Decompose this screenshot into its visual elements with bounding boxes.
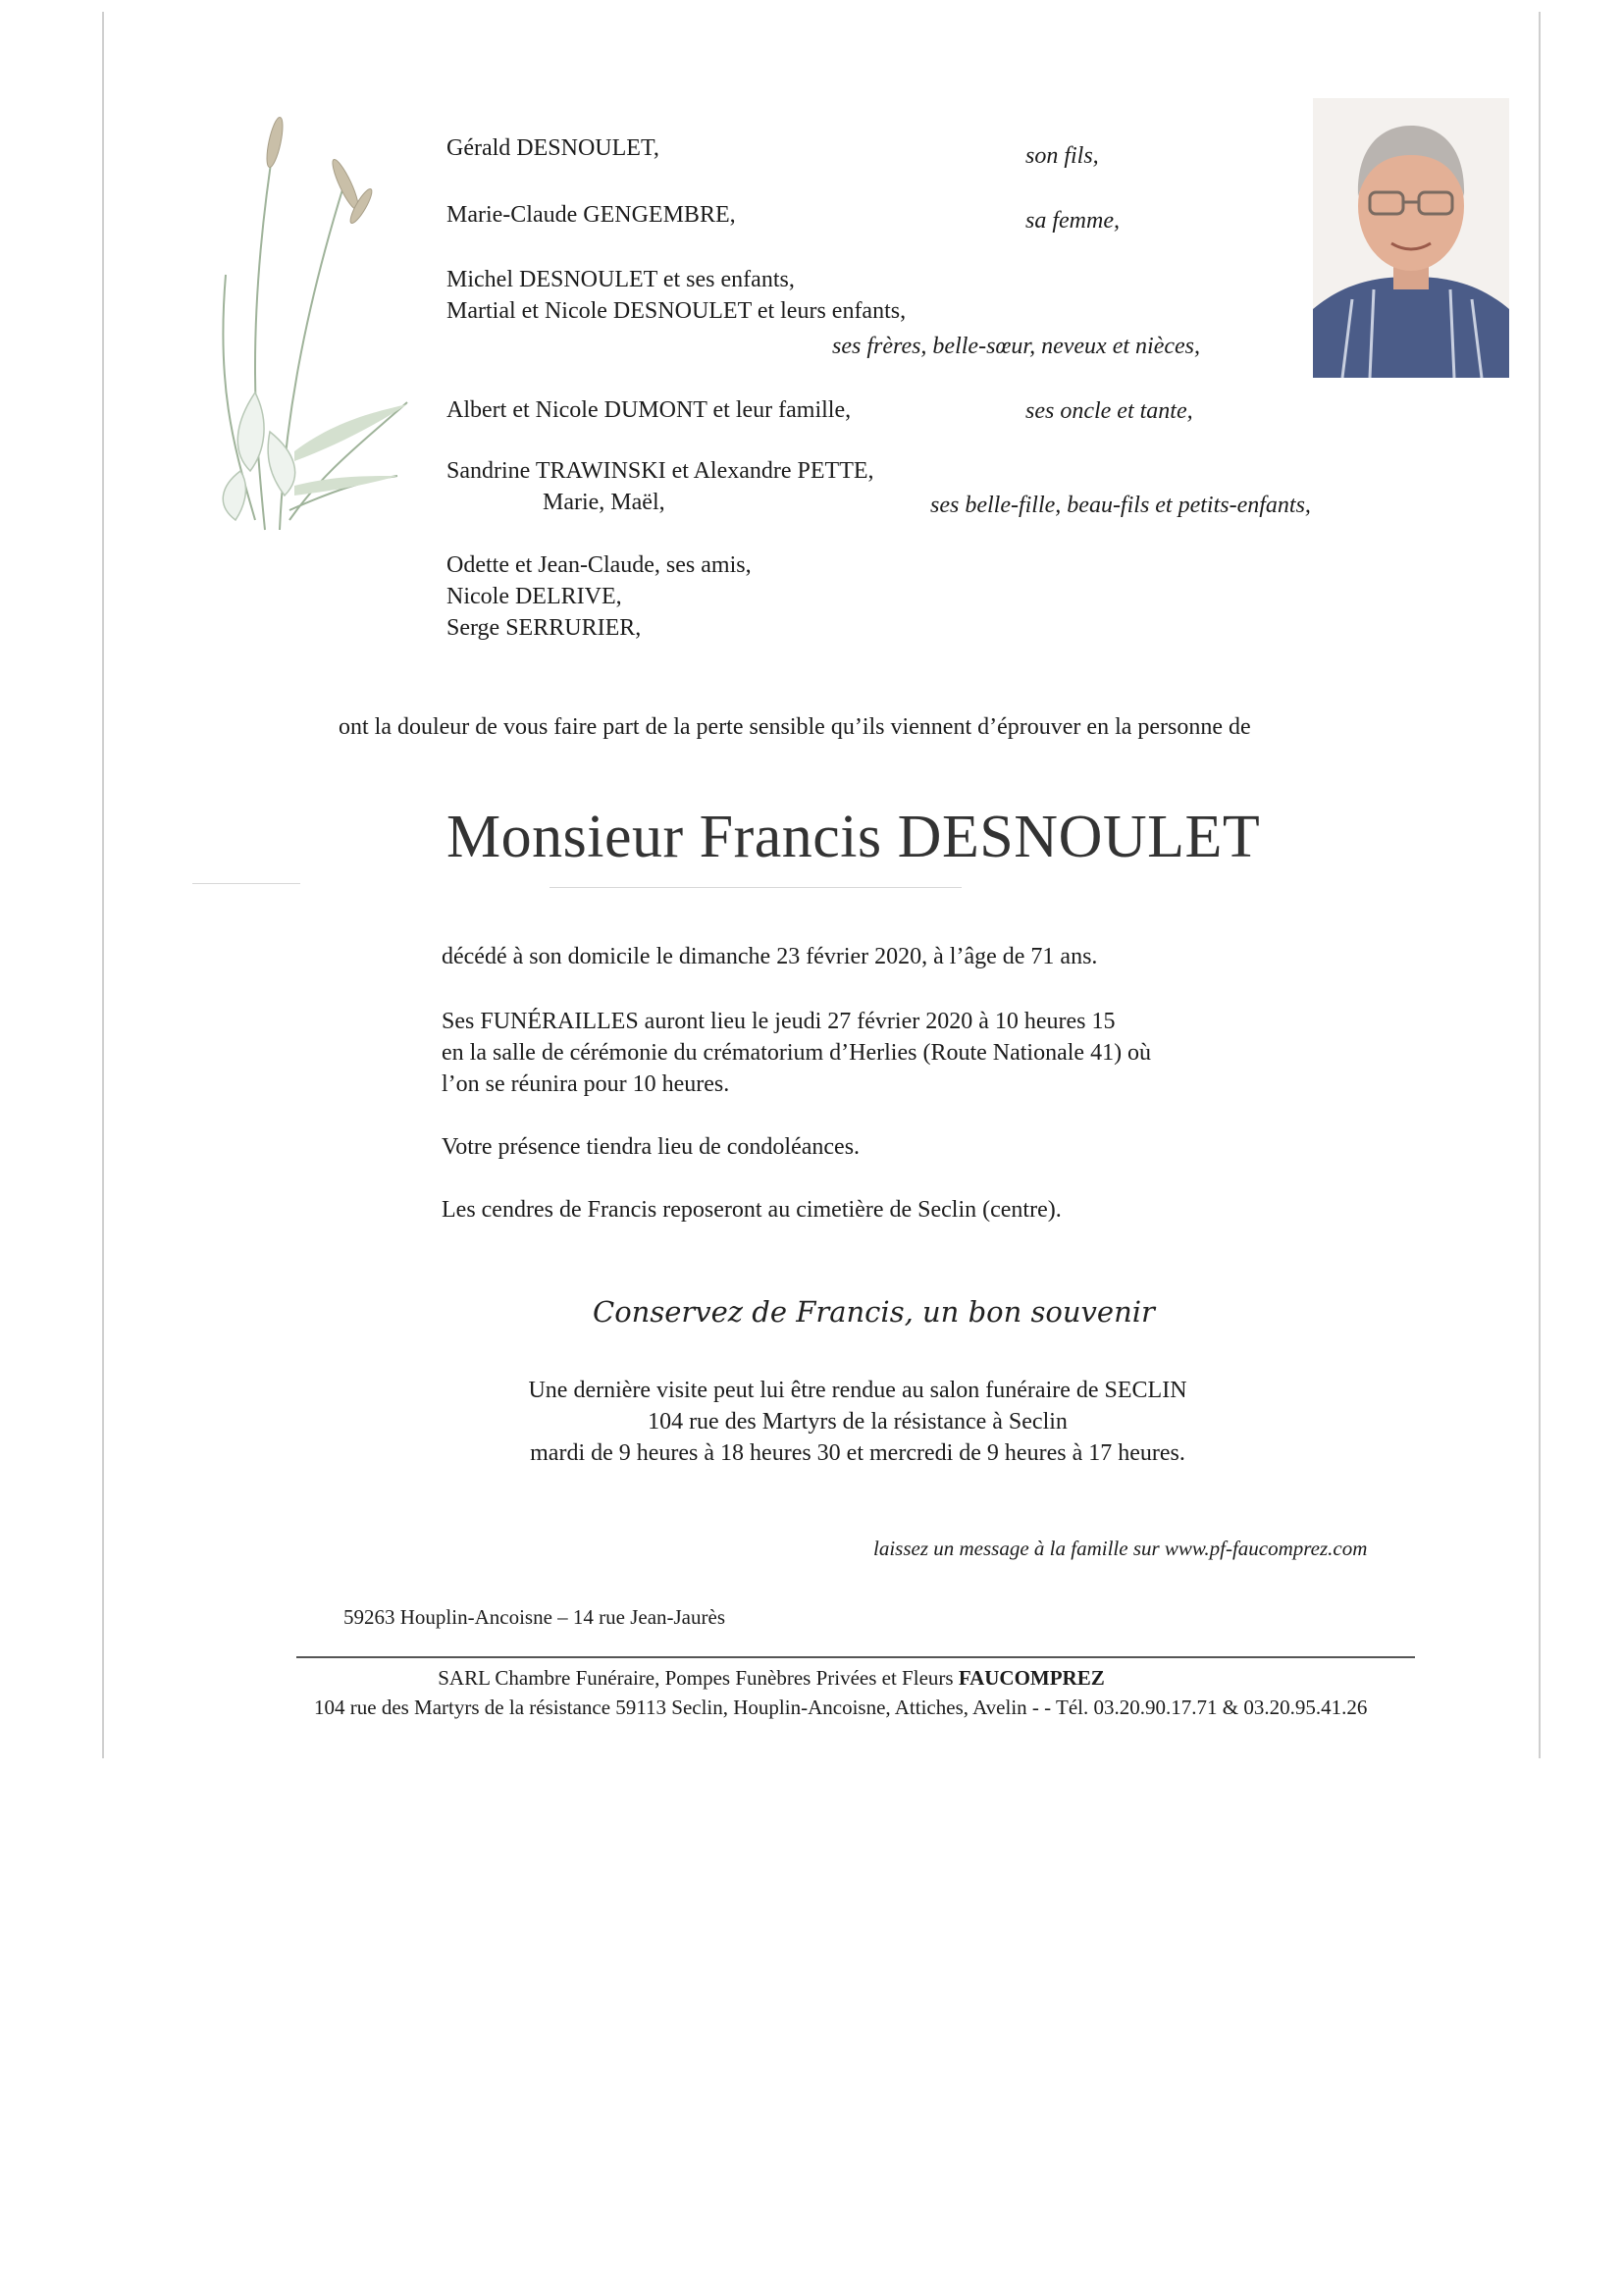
family-name: Serge SERRURIER, (446, 615, 642, 641)
company-prefix: SARL Chambre Funéraire, Pompes Funèbres Privées et Fleurs (438, 1666, 954, 1690)
family-relation: ses oncle et tante, (1025, 398, 1193, 424)
memory-text: Conservez de Francis, un bon souvenir (593, 1295, 1155, 1329)
family-name: Marie, Maël, (543, 490, 665, 515)
ashes-text: Les cendres de Francis reposeront au cimetière de Seclin (centre). (442, 1197, 1062, 1223)
footer-contact: 104 rue des Martyrs de la résistance 59113 Seclin, Houplin-Ancoisne, Attiches, Avelin - - Tél. 03.20.90.17.71 & 03.20.95.41.26 (314, 1696, 1368, 1719)
visit-text: 104 rue des Martyrs de la résistance à Seclin (648, 1409, 1068, 1435)
footer-company (0, 1666, 1543, 1691)
family-name: Michel DESNOULET et ses enfants, (446, 267, 795, 292)
family-relation: ses belle-fille, beau-fils et petits-enfants, (930, 493, 1311, 518)
family-name: Gérald DESNOULET, (446, 135, 659, 161)
family-name: Marie-Claude GENGEMBRE, (446, 202, 736, 228)
visit-text: mardi de 9 heures à 18 heures 30 et mercredi de 9 heures à 17 heures. (530, 1440, 1185, 1466)
funeral-text: en la salle de cérémonie du crématorium d’Herlies (Route Nationale 41) où (442, 1040, 1152, 1066)
family-name: Nicole DELRIVE, (446, 584, 622, 609)
portrait-photo (1313, 98, 1509, 378)
condolences-text: Votre présence tiendra lieu de condoléances. (442, 1134, 861, 1160)
visit-text: Une dernière visite peut lui être rendue au salon funéraire de SECLIN (528, 1378, 1187, 1403)
announcement-text: ont la douleur de vous faire part de la perte sensible qu’ils viennent d’éprouver en la personne de (339, 714, 1251, 740)
funeral-text: l’on se réunira pour 10 heures. (442, 1071, 730, 1097)
family-name: Albert et Nicole DUMONT et leur famille, (446, 397, 852, 423)
family-relation: ses frères, belle-sœur, neveux et nièces, (832, 334, 1200, 359)
right-margin-line (1539, 12, 1541, 1758)
address-text: 59263 Houplin-Ancoisne – 14 rue Jean-Jaurès (343, 1605, 725, 1629)
family-name: Sandrine TRAWINSKI et Alexandre PETTE, (446, 458, 874, 484)
deceased-name: Monsieur Francis DESNOULET (446, 804, 1261, 870)
family-relation: sa femme, (1025, 208, 1120, 234)
footer-divider (296, 1656, 1415, 1658)
death-text: décédé à son domicile le dimanche 23 février 2020, à l’âge de 71 ans. (442, 944, 1098, 969)
family-relation: son fils, (1025, 143, 1099, 169)
funeral-text: Ses FUNÉRAILLES auront lieu le jeudi 27 février 2020 à 10 heures 15 (442, 1009, 1116, 1034)
message-link-text: laissez un message à la famille sur www.pf-faucomprez.com (873, 1537, 1368, 1560)
family-name: Martial et Nicole DESNOULET et leurs enfants, (446, 298, 907, 324)
wheat-lily-illustration (196, 98, 412, 549)
family-name: Odette et Jean-Claude, ses amis, (446, 552, 752, 578)
divider (550, 887, 962, 888)
company-name: FAUCOMPREZ (958, 1666, 1105, 1690)
divider (192, 883, 300, 884)
left-margin-line (102, 12, 104, 1758)
